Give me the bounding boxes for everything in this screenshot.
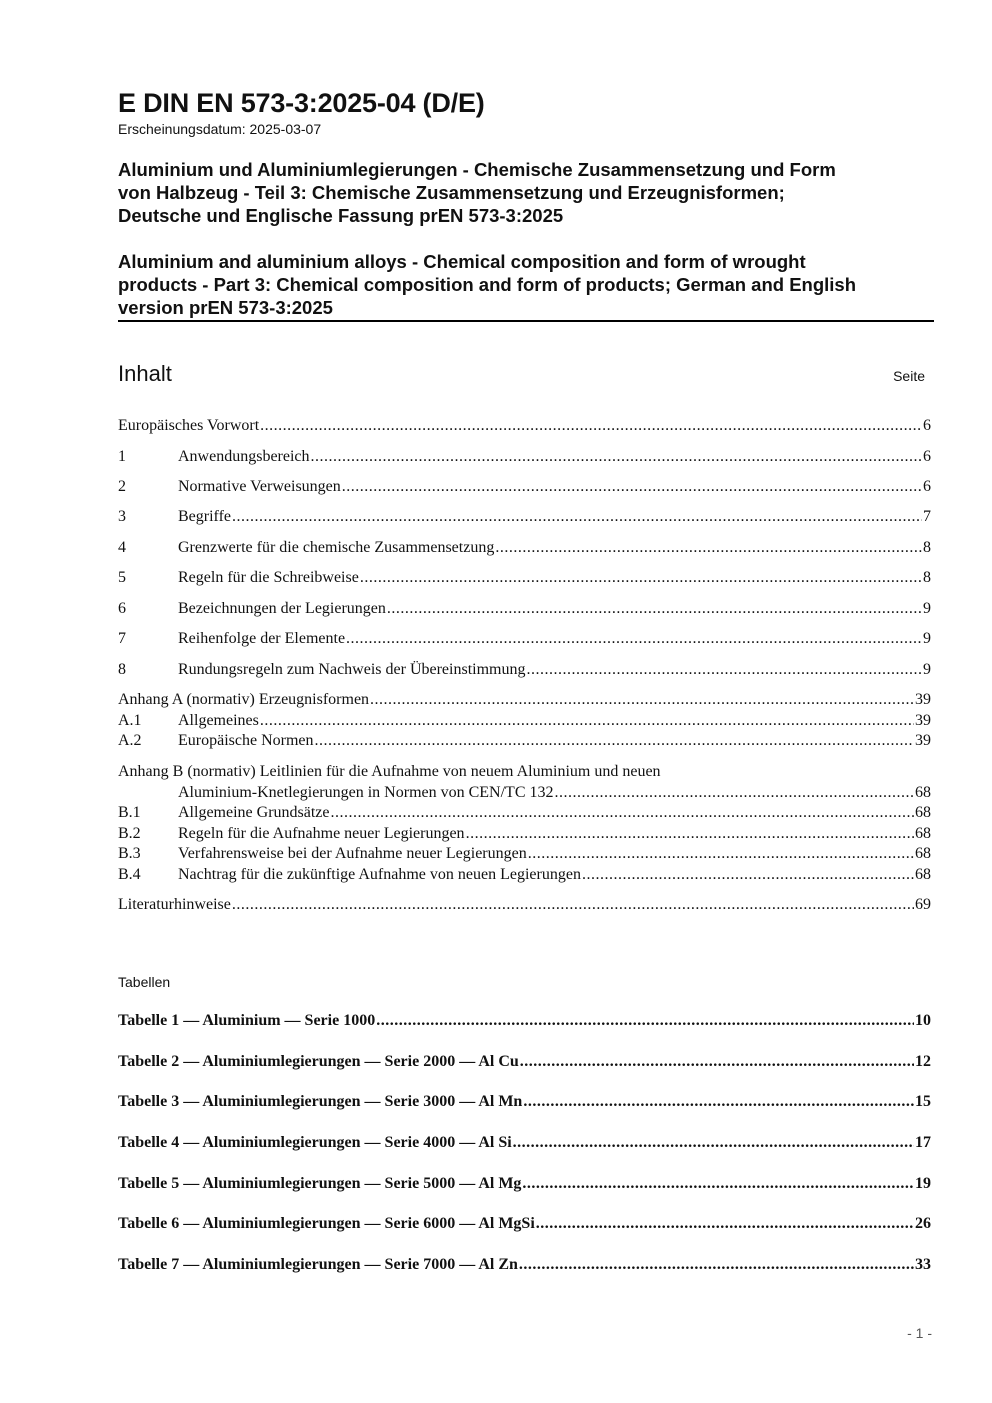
table-list-entry[interactable] [118, 1214, 931, 1234]
toc-entry-text: Begriffe [178, 508, 232, 525]
table-list-entry[interactable] [118, 1052, 931, 1072]
dot-leader [370, 690, 914, 710]
title-english-line: version prEN 573-3:2025 [118, 297, 333, 318]
toc-entry[interactable] [118, 865, 931, 885]
title-english [118, 250, 934, 319]
toc-entry-number: 3 [118, 508, 126, 525]
toc-annex-a[interactable] [118, 690, 931, 710]
table-list-entry[interactable] [118, 1255, 931, 1275]
table-entry-text: Tabelle 1 — Aluminium — Serie 1000 [118, 1012, 376, 1029]
toc-entry-text: Europäisches Vorwort [118, 417, 260, 434]
toc-entry[interactable] [118, 711, 931, 731]
toc-entry-number: 4 [118, 539, 126, 556]
toc-entry-page: 7 [923, 508, 931, 525]
toc-entry[interactable] [118, 803, 931, 823]
table-entry-page: 10 [915, 1012, 931, 1029]
toc-entry-text: Bezeichnungen der Legierungen [178, 600, 386, 617]
toc-entry-page: 8 [923, 569, 931, 586]
dot-leader [360, 568, 922, 588]
title-german-line: Deutsche und Englische Fassung prEN 573-3:2025 [118, 205, 564, 226]
dot-leader [520, 1052, 914, 1072]
dot-leader [331, 803, 915, 823]
dot-leader [495, 538, 922, 558]
toc-entry[interactable] [118, 660, 931, 680]
table-entry-page: 26 [915, 1215, 931, 1232]
toc-entry-page: 6 [923, 417, 931, 434]
toc-entry-page: 9 [923, 661, 931, 678]
toc-heading: Inhalt [118, 361, 172, 386]
table-entry-page: 33 [915, 1256, 931, 1273]
table-entry-text: Tabelle 7 — Aluminiumlegierungen — Serie 7000 — Al Zn [118, 1256, 518, 1273]
page-number: - 1 - [907, 1325, 932, 1341]
table-list-entry[interactable] [118, 1092, 931, 1112]
toc-entry[interactable] [118, 568, 931, 588]
table-entry-text: Tabelle 5 — Aluminiumlegierungen — Serie 5000 — Al Mg [118, 1175, 522, 1192]
toc-entry-text: Nachtrag für die zukünftige Aufnahme von neuen Legierungen [178, 866, 581, 883]
toc-entry-number: 1 [118, 448, 126, 465]
toc-entry-number: 2 [118, 478, 126, 495]
toc-entry[interactable] [118, 599, 931, 619]
toc-entry-page: 9 [923, 600, 931, 617]
table-entry-page: 19 [915, 1175, 931, 1192]
table-list-entry[interactable] [118, 1174, 931, 1194]
toc-annex-b[interactable] [118, 783, 931, 803]
toc-entry-text: Aluminium-Knetlegierungen in Normen von CEN/TC 132 [178, 784, 554, 801]
dot-leader [523, 1092, 914, 1112]
toc-entry-number: B.2 [118, 825, 141, 842]
toc-entry-page: 68 [915, 845, 931, 862]
toc-entry-page: 68 [915, 804, 931, 821]
toc-entry-page: 69 [915, 896, 931, 913]
dot-leader [555, 783, 915, 803]
tables-heading: Tabellen [118, 974, 171, 990]
dot-leader [466, 824, 914, 844]
dot-leader [582, 865, 914, 885]
dot-leader [376, 1011, 914, 1031]
toc-entry[interactable] [118, 538, 931, 558]
toc-entry[interactable] [118, 507, 931, 527]
document-number: E DIN EN 573-3:2025-04 (D/E) [118, 88, 485, 118]
toc-entry-page: 39 [915, 691, 931, 708]
toc-page-column-label: Seite [893, 368, 925, 384]
dot-leader [387, 599, 922, 619]
toc-entry-page: 8 [923, 539, 931, 556]
toc-entry-number: A.1 [118, 712, 142, 729]
toc-entry-page: 9 [923, 630, 931, 647]
toc-entry-number: 8 [118, 661, 126, 678]
toc-entry[interactable] [118, 629, 931, 649]
title-english-line: Aluminium and aluminium alloys - Chemical composition and form of wrought [118, 251, 806, 272]
toc-entry-text: Rundungsregeln zum Nachweis der Übereinstimmung [178, 661, 526, 678]
toc-entry-number: 7 [118, 630, 126, 647]
toc-entry-page: 68 [915, 866, 931, 883]
toc-entry[interactable] [118, 477, 931, 497]
dot-leader [232, 895, 914, 915]
dot-leader [519, 1255, 914, 1275]
toc-entry-page: 6 [923, 448, 931, 465]
toc-entry-number: B.1 [118, 804, 141, 821]
dot-leader [528, 844, 914, 864]
toc-entry[interactable] [118, 447, 931, 467]
table-entry-page: 12 [915, 1053, 931, 1070]
dot-leader [346, 629, 922, 649]
dot-leader [260, 416, 922, 436]
toc-entry-page: 68 [915, 784, 931, 801]
title-german-line: Aluminium und Aluminiumlegierungen - Chemische Zusammensetzung und Form [118, 159, 836, 180]
toc-entry-text: Verfahrensweise bei der Aufnahme neuer Legierungen [178, 845, 527, 862]
dot-leader [232, 507, 922, 527]
toc-entry-text: Allgemeine Grundsätze [178, 804, 330, 821]
toc-entry-foreword[interactable] [118, 416, 931, 436]
toc-entry-bibliography[interactable] [118, 895, 931, 915]
toc-entry-text: Regeln für die Schreibweise [178, 569, 359, 586]
dot-leader [315, 731, 914, 751]
toc-entry[interactable] [118, 844, 931, 864]
toc-entry-text: Anhang A (normativ) Erzeugnisformen [118, 691, 370, 708]
toc-entry-number: 6 [118, 600, 126, 617]
dot-leader [522, 1174, 914, 1194]
toc-entry-page: 68 [915, 825, 931, 842]
toc-entry-page: 6 [923, 478, 931, 495]
toc-entry-text: Normative Verweisungen [178, 478, 341, 495]
table-entry-page: 17 [915, 1134, 931, 1151]
table-list-entry[interactable] [118, 1011, 931, 1031]
toc-entry-text: Europäische Normen [178, 732, 314, 749]
toc-entry-text: Reihenfolge der Elemente [178, 630, 346, 647]
dot-leader [536, 1214, 914, 1234]
toc-entry-number: A.2 [118, 732, 142, 749]
title-divider [118, 320, 934, 322]
title-german-line: von Halbzeug - Teil 3: Chemische Zusammensetzung und Erzeugnisformen; [118, 182, 785, 203]
dot-leader [311, 447, 922, 467]
toc-entry-number: B.3 [118, 845, 141, 862]
publication-date: Erscheinungsdatum: 2025-03-07 [118, 121, 322, 137]
toc-entry[interactable] [118, 824, 931, 844]
table-entry-text: Tabelle 2 — Aluminiumlegierungen — Serie 2000 — Al Cu [118, 1053, 519, 1070]
table-list-entry[interactable] [118, 1133, 931, 1153]
toc-entry[interactable] [118, 731, 931, 751]
dot-leader [260, 711, 914, 731]
toc-entry-text: Anwendungsbereich [178, 448, 310, 465]
toc-entry-number: B.4 [118, 866, 141, 883]
table-entry-text: Tabelle 3 — Aluminiumlegierungen — Serie 3000 — Al Mn [118, 1093, 523, 1110]
dot-leader [513, 1133, 914, 1153]
toc-entry-page: 39 [915, 732, 931, 749]
dot-leader [342, 477, 922, 497]
toc-entry-text: Grenzwerte für die chemische Zusammensetzung [178, 539, 495, 556]
title-english-line: products - Part 3: Chemical composition and form of products; German and English [118, 274, 857, 295]
toc-entry-text: Regeln für die Aufnahme neuer Legierungen [178, 825, 465, 842]
toc-annex-b-title[interactable]: Anhang B (normativ) Leitlinien für die Aufnahme von neuem Aluminium und neuen [118, 763, 661, 780]
dot-leader [526, 660, 922, 680]
table-entry-text: Tabelle 6 — Aluminiumlegierungen — Serie 6000 — Al MgSi [118, 1215, 535, 1232]
title-german [118, 158, 934, 227]
toc-entry-text: Literaturhinweise [118, 896, 231, 913]
toc-entry-text: Allgemeines [178, 712, 259, 729]
toc-entry-number: 5 [118, 569, 126, 586]
table-entry-page: 15 [915, 1093, 931, 1110]
table-entry-text: Tabelle 4 — Aluminiumlegierungen — Serie 4000 — Al Si [118, 1134, 512, 1151]
toc-entry-page: 39 [915, 712, 931, 729]
